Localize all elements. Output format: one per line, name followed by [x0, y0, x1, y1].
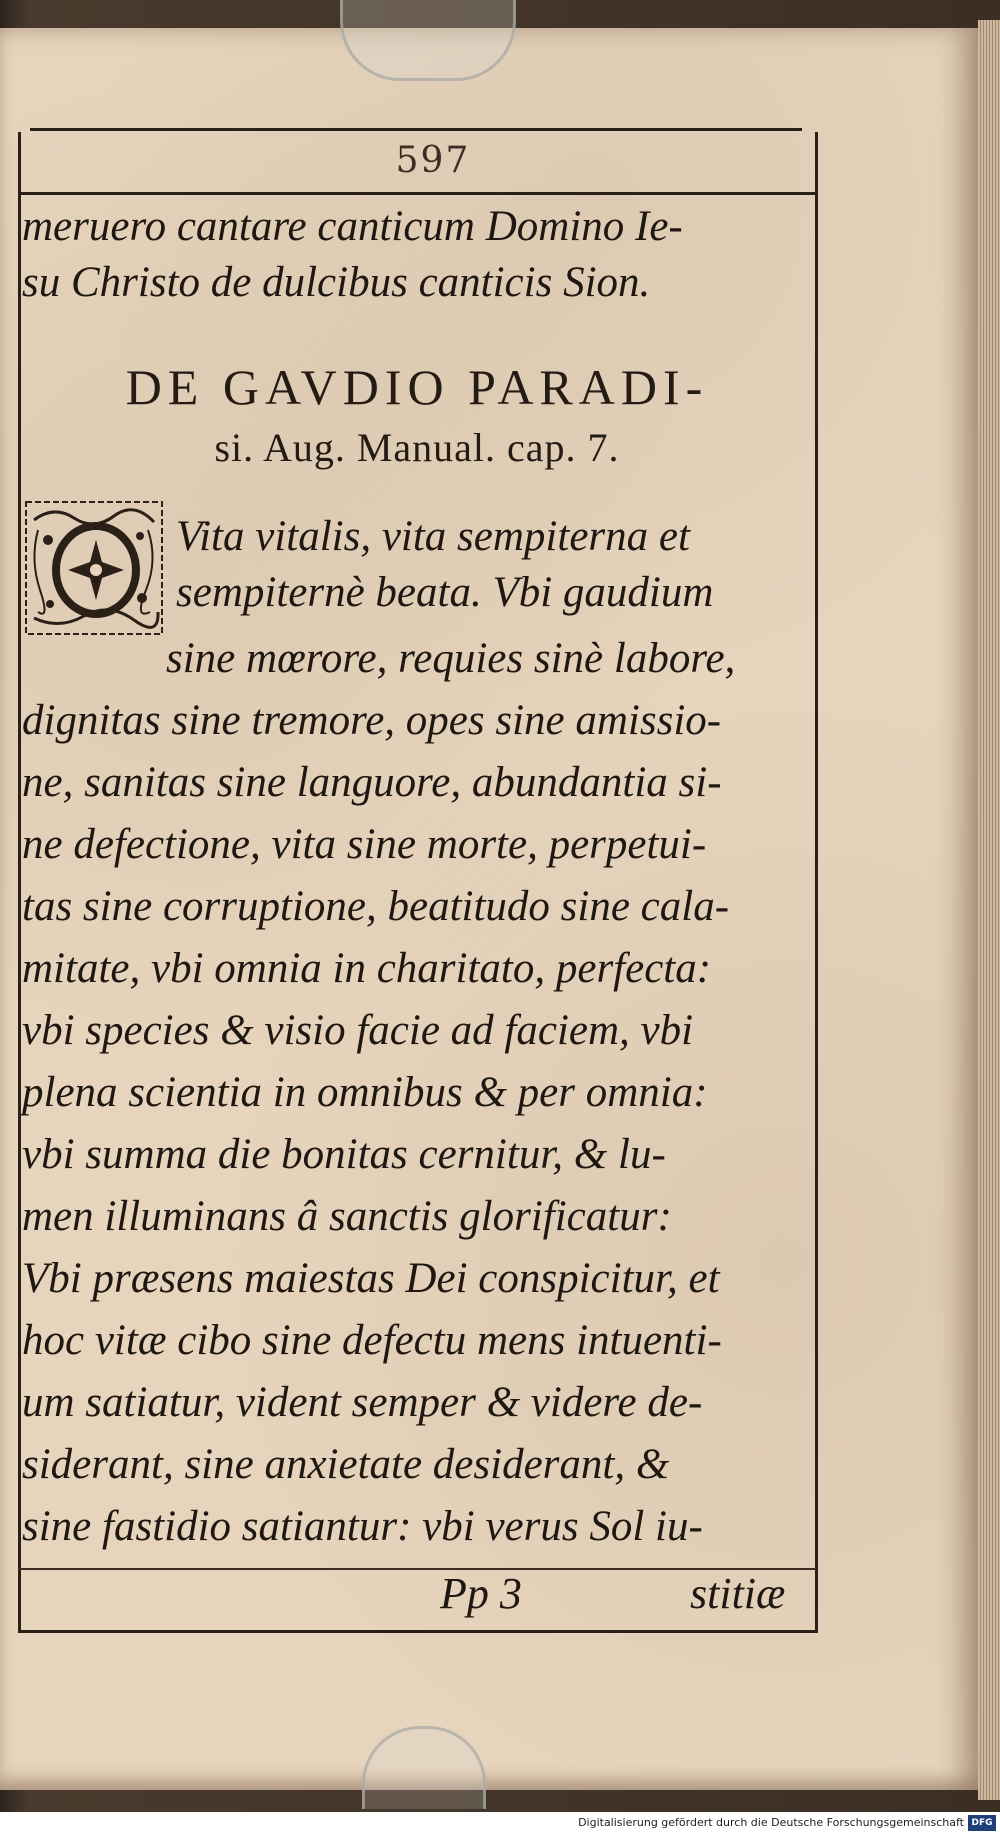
text-line: hoc vitæ cibo sine defectu mens intuenti- [22, 1317, 722, 1364]
top-rule [30, 128, 802, 131]
ornament-icon [24, 500, 164, 640]
page-number: 597 [395, 140, 471, 181]
text-line: tas sine corruptione, beatitudo sine cala- [22, 883, 730, 930]
text-line: sempiternè beata. Vbi gaudium [176, 569, 714, 616]
text-line: dignitas sine tremore, opes sine amissio- [22, 697, 722, 744]
text-line: mitate, vbi omnia in charitato, perfecta: [22, 945, 712, 992]
page-edges [978, 20, 1000, 1800]
top-clip-icon [340, 0, 516, 81]
text-line: vbi summa die bonitas cernitur, & lu- [22, 1131, 666, 1178]
section-heading: DE GAVDIO PARADI- [125, 359, 709, 415]
decorated-initial [24, 500, 164, 640]
text-line: sine mœrore, requies sinè labore, [166, 635, 736, 682]
text-line: Vbi præsens maiestas Dei conspicitur, et [22, 1255, 720, 1302]
dfg-logo: DFG [968, 1815, 996, 1831]
text-line: vbi species & visio facie ad faciem, vbi [22, 1007, 694, 1054]
text-line: sine fastidio satiantur: vbi verus Sol iu- [22, 1503, 703, 1550]
text-line: meruero cantare canticum Domino Ie- [22, 203, 683, 250]
text-line: ne, sanitas sine languore, abundantia si- [22, 759, 722, 806]
text-line: men illuminans â sanctis glorificatur: [22, 1193, 672, 1240]
footer-credit: Digitalisierung gefördert durch die Deutsche Forschungsgemeinschaft [578, 1816, 964, 1829]
signature-mark: Pp 3 [440, 1569, 522, 1618]
text-line: siderant, sine anxietate desiderant, & [22, 1441, 670, 1488]
catchword: stitiæ [690, 1569, 786, 1618]
text-line: su Christo de dulcibus canticis Sion. [22, 259, 651, 306]
text-line: um satiatur, vident semper & videre de- [22, 1379, 703, 1426]
section-subheading: si. Aug. Manual. cap. 7. [214, 425, 620, 470]
text-line: ne defectione, vita sine morte, perpetui- [22, 821, 707, 868]
text-line: plena scientia in omnibus & per omnia: [22, 1069, 708, 1116]
text-line: Vita vitalis, vita sempiterna et [176, 513, 690, 560]
